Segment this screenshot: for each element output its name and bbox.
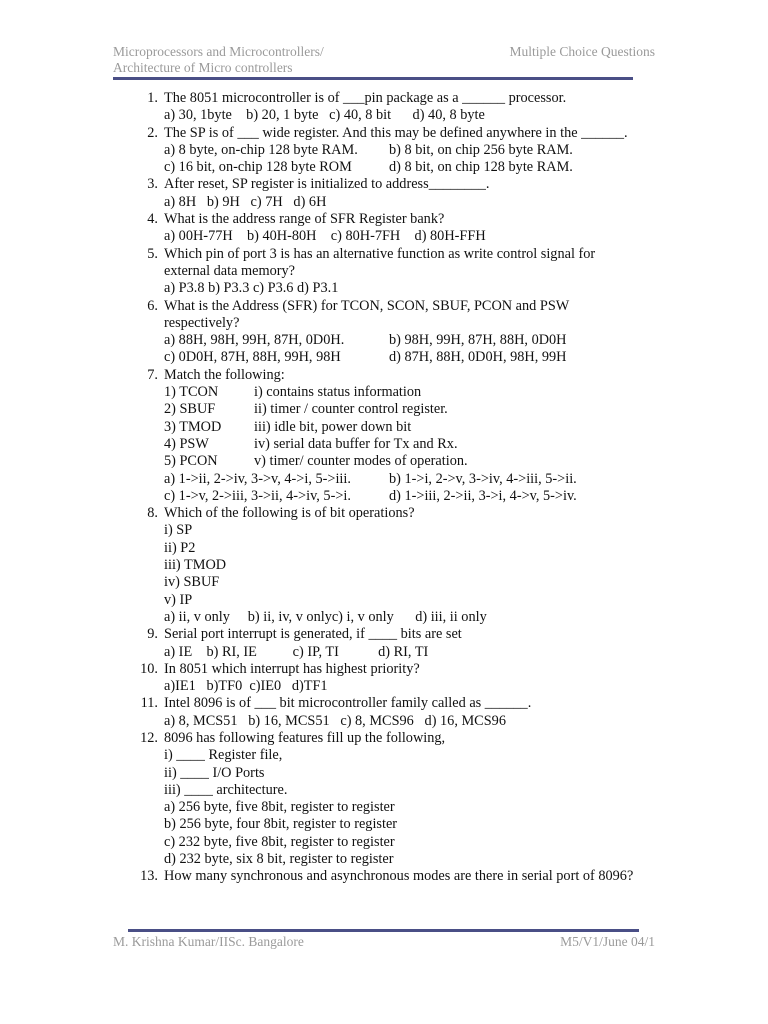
option-b: b) 8 bit, on chip 256 byte RAM. xyxy=(389,141,573,158)
question-12 xyxy=(130,730,670,868)
question-text: Match the following: xyxy=(164,366,285,383)
list-item: iii) ____ architecture. xyxy=(164,781,288,798)
question-3 xyxy=(130,176,670,211)
match-left: 2) SBUF xyxy=(164,401,216,418)
match-left: 4) PSW xyxy=(164,435,209,452)
answer-options: a) 30, 1byte b) 20, 1 byte c) 40, 8 bit d) 40, 8 byte xyxy=(164,107,485,124)
option-c: c) 232 byte, five 8bit, register to register xyxy=(164,833,395,850)
question-number: 4. xyxy=(147,211,158,228)
question-text: 8096 has following features fill up the following, xyxy=(164,729,446,746)
list-item: ii) P2 xyxy=(164,539,196,556)
question-number: 10. xyxy=(140,660,158,677)
question-list xyxy=(130,90,670,886)
match-left: 3) TMOD xyxy=(164,418,222,435)
question-6 xyxy=(130,298,670,367)
question-number: 1. xyxy=(147,90,158,106)
option-c: c) 16 bit, on-chip 128 byte ROM xyxy=(164,159,352,176)
footer-author: M. Krishna Kumar/IISc. Bangalore xyxy=(113,934,304,949)
question-text: The SP is of ___ wide register. And this may be defined anywhere in the ______. xyxy=(164,124,628,141)
question-text: After reset, SP register is initialized to address________. xyxy=(164,176,490,193)
question-text-cont: respectively? xyxy=(164,314,240,331)
match-row xyxy=(164,436,670,453)
question-text: Which pin of port 3 is has an alternative function as write control signal for xyxy=(164,245,596,262)
option-c: c) 1->v, 2->iii, 3->ii, 4->iv, 5->i. xyxy=(164,487,351,504)
question-number: 9. xyxy=(147,626,158,643)
list-item: i) ____ Register file, xyxy=(164,747,283,764)
option-c: c) 0D0H, 87H, 88H, 99H, 98H xyxy=(164,349,341,366)
option-b: b) 256 byte, four 8bit, register to register xyxy=(164,816,398,833)
match-right: iii) idle bit, power down bit xyxy=(254,418,412,435)
answer-options: a) P3.8 b) P3.3 c) P3.6 d) P3.1 xyxy=(164,280,339,297)
footer-page-id: M5/V1/June 04/1 xyxy=(560,934,655,949)
match-left: 5) PCON xyxy=(164,453,218,470)
match-right: iv) serial data buffer for Tx and Rx. xyxy=(254,435,458,452)
footer-rule xyxy=(128,929,639,932)
answer-options: a) 8, MCS51 b) 16, MCS51 c) 8, MCS96 d) 16, MCS96 xyxy=(164,712,506,729)
option-d: d) 232 byte, six 8 bit, register to register xyxy=(164,851,394,868)
question-9 xyxy=(130,626,670,661)
question-number: 7. xyxy=(147,366,158,383)
list-item: i) SP xyxy=(164,522,193,539)
question-13 xyxy=(130,868,670,885)
match-row xyxy=(164,453,670,470)
match-right: i) contains status information xyxy=(254,384,422,401)
answer-options: a) IE b) RI, IE c) IP, TI d) RI, TI xyxy=(164,643,429,660)
header-line-1: Microprocessors and Microcontrollers/ xyxy=(113,44,324,59)
list-item: iii) TMOD xyxy=(164,557,227,574)
option-d: d) 8 bit, on chip 128 byte RAM. xyxy=(389,159,573,176)
match-row xyxy=(164,384,670,401)
match-right: ii) timer / counter control register. xyxy=(254,401,448,418)
match-row xyxy=(164,401,670,418)
option-d: d) 1->iii, 2->ii, 3->i, 4->v, 5->iv. xyxy=(389,487,577,504)
option-b: b) 98H, 99H, 87H, 88H, 0D0H xyxy=(389,332,567,349)
question-2 xyxy=(130,125,670,177)
question-4 xyxy=(130,211,670,246)
option-a: a) 1->ii, 2->iv, 3->v, 4->i, 5->iii. xyxy=(164,470,351,487)
question-number: 13. xyxy=(140,868,158,885)
question-number: 5. xyxy=(147,245,158,262)
question-text: What is the Address (SFR) for TCON, SCON, SBUF, PCON and PSW xyxy=(164,297,570,314)
question-number: 2. xyxy=(147,124,158,141)
question-number: 6. xyxy=(147,297,158,314)
question-11 xyxy=(130,695,670,730)
question-10 xyxy=(130,661,670,696)
question-8 xyxy=(130,505,670,626)
question-number: 11. xyxy=(140,695,158,712)
answer-options: a) 00H-77H b) 40H-80H c) 80H-7FH d) 80H-FFH xyxy=(164,228,486,245)
option-a: a) 8 byte, on-chip 128 byte RAM. xyxy=(164,141,358,158)
question-7 xyxy=(130,367,670,505)
question-text: In 8051 which interrupt has highest priority? xyxy=(164,660,420,677)
question-text: Serial port interrupt is generated, if ____ bits are set xyxy=(164,626,462,643)
match-left: 1) TCON xyxy=(164,384,219,401)
header-line-2: Architecture of Micro controllers xyxy=(113,60,293,75)
list-item: ii) ____ I/O Ports xyxy=(164,764,265,781)
question-text: How many synchronous and asynchronous modes are there in serial port of 8096? xyxy=(164,868,634,885)
answer-options: a)IE1 b)TF0 c)IE0 d)TF1 xyxy=(164,678,328,695)
question-text: What is the address range of SFR Register bank? xyxy=(164,211,445,228)
question-number: 12. xyxy=(140,729,158,746)
option-a: a) 88H, 98H, 99H, 87H, 0D0H. xyxy=(164,332,345,349)
header-rule xyxy=(113,77,633,80)
question-5 xyxy=(130,246,670,298)
header-section-title: Multiple Choice Questions xyxy=(509,44,655,59)
question-text: The 8051 microcontroller is of ___pin package as a ______ processor. xyxy=(164,90,567,106)
option-a: a) 256 byte, five 8bit, register to register xyxy=(164,799,395,816)
header-course-title xyxy=(113,44,324,76)
answer-options: a) 8H b) 9H c) 7H d) 6H xyxy=(164,193,327,210)
question-1 xyxy=(130,90,670,125)
question-text: Intel 8096 is of ___ bit microcontroller family called as ______. xyxy=(164,695,532,712)
question-text: Which of the following is of bit operations? xyxy=(164,505,415,522)
option-b: b) 1->i, 2->v, 3->iv, 4->iii, 5->ii. xyxy=(389,470,577,487)
list-item: v) IP xyxy=(164,591,193,608)
question-number: 3. xyxy=(147,176,158,193)
answer-options: a) ii, v only b) ii, iv, v onlyc) i, v only d) iii, ii only xyxy=(164,608,487,625)
list-item: iv) SBUF xyxy=(164,574,220,591)
option-d: d) 87H, 88H, 0D0H, 98H, 99H xyxy=(389,349,567,366)
question-number: 8. xyxy=(147,505,158,522)
question-text-cont: external data memory? xyxy=(164,262,295,279)
match-right: v) timer/ counter modes of operation. xyxy=(254,453,468,470)
match-row xyxy=(164,419,670,436)
